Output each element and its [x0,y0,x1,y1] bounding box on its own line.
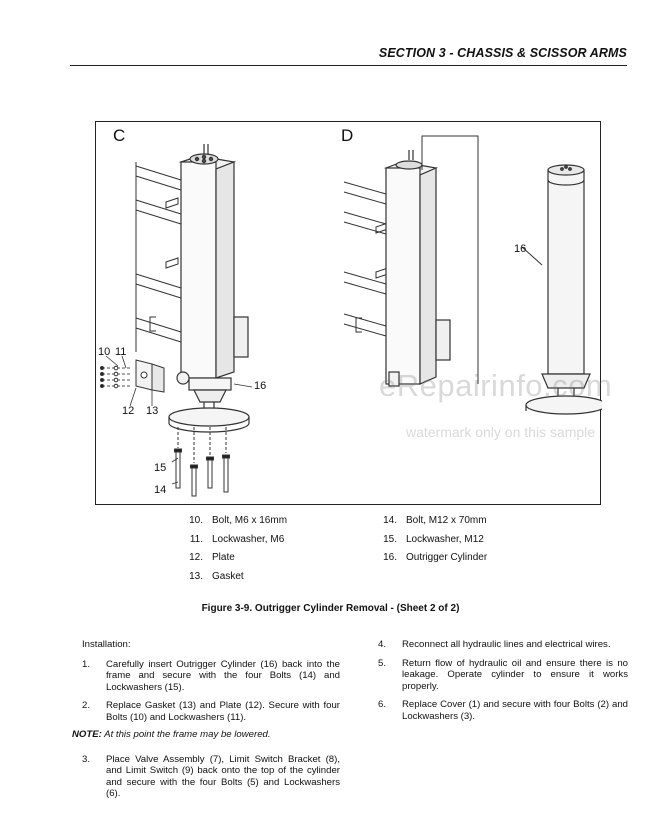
legend-item [184,549,287,568]
panel-c-letter: C [113,126,126,145]
callout-16-c: 16 [254,380,267,392]
figure-caption: Figure 3-9. Outrigger Cylinder Removal - (Sheet 2 of 2) [201,603,460,614]
step [378,639,628,651]
note-text: At this point the frame may be lowered. [101,729,271,740]
callout-12: 12 [122,405,135,417]
legend-text: Gasket [212,570,244,582]
panel-d-empty-housing [386,150,450,386]
panel-c-bolts [175,427,230,496]
step-number: 1. [82,658,91,670]
note [72,729,340,741]
legend-text: Outrigger Cylinder [406,552,488,563]
legend-item [184,512,287,531]
watermark-note: watermark only on this sample [406,424,596,440]
step-text: Replace Gasket (13) and Plate (12). Secure with four Bolts (10) and Lockwashers (11). [106,700,340,723]
step [82,754,340,800]
legend-num: 14. [383,515,397,526]
legend-item [184,568,287,587]
legend-text: Lockwasher, M6 [212,533,285,545]
legend-text: Lockwasher, M12 [406,533,484,545]
panel-c-frame-rails [136,162,181,352]
step-number: 3. [82,753,91,765]
section-title: SECTION 3 - CHASSIS & SCISSOR ARMS [378,46,627,60]
callout-10: 10 [98,346,111,358]
note-label: NOTE: [72,729,102,740]
step-text: Reconnect all hydraulic lines and electrical wires. [402,639,611,650]
callout-13: 13 [146,405,159,417]
step-number: 2. [82,700,91,711]
legend-text: Bolt, M12 x 70mm [406,515,487,526]
legend-text: Plate [212,552,235,563]
step [82,659,340,694]
step-text: Replace Cover (1) and secure with four Bolts (2) and Lockwashers (3). [402,699,628,722]
instructions-right-column [378,639,628,729]
parts-legend-left [184,512,287,586]
step [82,700,340,723]
callout-11: 11 [115,346,127,358]
step-text: Place Valve Assembly (7), Limit Switch Bracket (8), and Limit Switch (9) back onto the top of the cylinder and secure with the four Bolts (5) and Lockwashers (6). [106,753,340,799]
legend-num: 16. [383,552,397,563]
installation-heading: Installation: [82,639,131,650]
legend-num: 15. [383,533,397,545]
legend-item [378,531,487,550]
panel-d-letter: D [341,126,354,145]
callout-16-d: 16 [514,243,527,255]
callout-14: 14 [154,484,167,496]
legend-item [378,549,487,568]
legend-text: Bolt, M6 x 16mm [212,515,288,526]
panel-c-plate-gasket [101,360,165,392]
figure-3-9 [95,121,601,505]
step-text: Carefully insert Outrigger Cylinder (16) back into the frame and secure with the four Bolts (14) and Lockwashers (15). [106,658,340,693]
legend-item [378,512,487,531]
legend-num: 11. [189,533,203,545]
panel-c-base-plate [169,402,249,432]
step-number: 4. [378,639,387,650]
header-rule [70,65,627,66]
legend-num: 13. [189,570,203,582]
legend-item [184,531,287,550]
instructions-left-column [72,639,340,807]
step-number: 6. [378,699,387,710]
legend-num: 10. [189,515,203,526]
step [378,658,628,693]
step [378,699,628,722]
legend-num: 12. [189,552,203,563]
outrigger-illustration [96,122,602,506]
step-text: Return flow of hydraulic oil and ensure there is no leakage. Operate cylinder to ensure it works properly. [402,657,628,692]
step-number: 5. [378,657,387,669]
watermark-site: eRepairinfo.com [379,368,613,403]
callout-15: 15 [154,462,167,474]
panel-c-cylinder-housing [177,144,248,402]
parts-legend-right [378,512,487,568]
panel-d-frame-rails [344,182,388,336]
